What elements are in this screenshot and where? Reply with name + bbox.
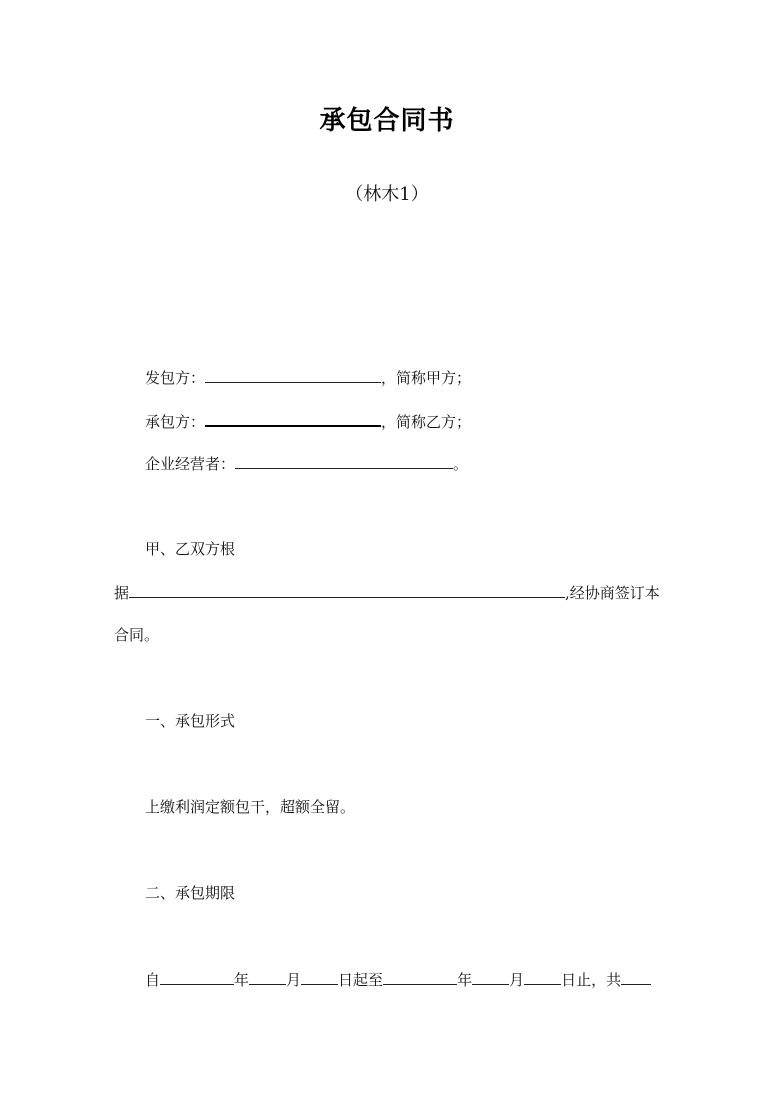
- issuer-line: [145, 366, 471, 389]
- term-year1: 年: [234, 971, 250, 989]
- end-month-blank[interactable]: [472, 968, 509, 985]
- term-month2: 月: [509, 971, 525, 989]
- issuer-suffix: ，简称甲方；: [381, 369, 472, 387]
- term-day2: 日止，共: [561, 971, 622, 989]
- start-day-blank[interactable]: [301, 968, 338, 985]
- issuer-blank[interactable]: [205, 366, 381, 383]
- basis-blank[interactable]: [129, 581, 565, 598]
- preamble-line-3: 合同。: [114, 626, 160, 644]
- end-year-blank[interactable]: [383, 968, 457, 985]
- term-month1: 月: [286, 971, 302, 989]
- section2-heading: 二、承包期限: [145, 884, 236, 902]
- preamble-start: 据: [114, 584, 130, 602]
- operator-line: [145, 452, 468, 475]
- contractor-blank[interactable]: [205, 409, 381, 427]
- operator-blank[interactable]: [235, 452, 453, 469]
- contractor-suffix: ，简称乙方；: [381, 413, 472, 431]
- total-duration-blank[interactable]: [621, 968, 651, 985]
- section1-heading: 一、承包形式: [145, 712, 236, 730]
- preamble-end: ,经协商签订本: [565, 584, 660, 602]
- term-day1: 日起至: [338, 971, 384, 989]
- section1-body: 上缴利润定额包干，超额全留。: [145, 798, 356, 816]
- contractor-line: [145, 409, 471, 433]
- start-year-blank[interactable]: [160, 968, 234, 985]
- issuer-label: 发包方：: [145, 369, 206, 387]
- start-month-blank[interactable]: [249, 968, 286, 985]
- document-title: 承包合同书: [319, 106, 455, 136]
- term-line: [145, 968, 651, 991]
- contractor-label: 承包方：: [145, 413, 206, 431]
- operator-suffix: 。: [453, 455, 469, 473]
- term-from: 自: [145, 971, 161, 989]
- operator-label: 企业经营者：: [145, 455, 236, 473]
- document-subtitle: （林木1）: [345, 184, 429, 205]
- end-day-blank[interactable]: [524, 968, 561, 985]
- term-year2: 年: [457, 971, 473, 989]
- preamble-line-2: [114, 581, 660, 604]
- preamble-line-1: 甲、乙双方根: [145, 540, 236, 558]
